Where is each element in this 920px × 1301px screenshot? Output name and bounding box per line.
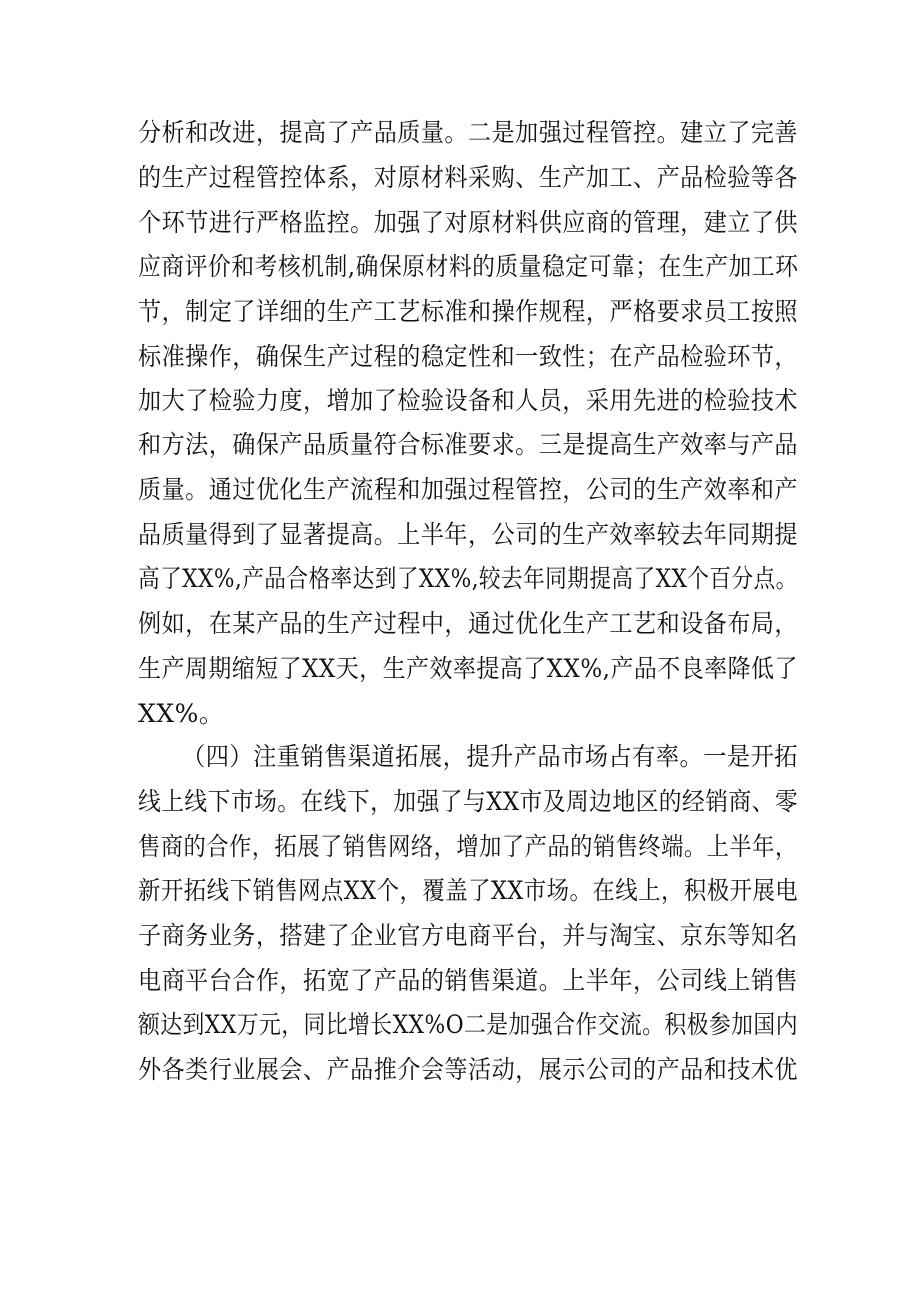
text-line: 标准操作，确保生产过程的稳定性和一致性；在产品检验环节， xyxy=(138,342,799,371)
text-line: 售商的合作，拓展了销售网络，增加了产品的销售终端。上半年， xyxy=(138,832,798,861)
text-line: 节，制定了详细的生产工艺标准和操作规程，严格要求员工按照 xyxy=(138,297,799,326)
text-line: 新开拓线下销售网点XX个，覆盖了XX市场。在线上，积极开展电 xyxy=(138,876,799,905)
text-line: 加大了检验力度，增加了检验设备和人员，采用先进的检验技术 xyxy=(138,386,799,415)
text-line: 应商评价和考核机制,确保原材料的质量稳定可靠；在生产加工环 xyxy=(138,252,799,281)
text-line: 质量。通过优化生产流程和加强过程管控，公司的生产效率和产 xyxy=(138,475,799,504)
text-line: 和方法，确保产品质量符合标准要求。三是提高生产效率与产品 xyxy=(138,430,799,459)
text-line: 线上线下市场。在线下，加强了与XX市及周边地区的经销商、零 xyxy=(138,787,799,816)
text-line: 生产周期缩短了XX天，生产效率提高了XX%,产品不良率降低了 xyxy=(138,654,798,683)
text-line: 子商务业务，搭建了企业官方电商平台，并与淘宝、京东等知名 xyxy=(138,921,799,950)
text-line: 外各类行业展会、产品推介会等活动，展示公司的产品和技术优 xyxy=(138,1055,799,1084)
text-line: 高了XX%,产品合格率达到了XX%,较去年同期提高了XX个百分点。 xyxy=(138,564,798,593)
text-line: 例如，在某产品的生产过程中，通过优化生产工艺和设备布局， xyxy=(138,609,799,638)
text-line: 品质量得到了显著提高。上半年，公司的生产效率较去年同期提 xyxy=(138,520,799,549)
text-line: 分析和改进，提高了产品质量。二是加强过程管控。建立了完善 xyxy=(138,118,799,147)
text-line: 个环节进行严格监控。加强了对原材料供应商的管理，建立了供 xyxy=(138,208,799,237)
text-line: 电商平台合作，拓宽了产品的销售渠道。上半年，公司线上销售 xyxy=(138,966,799,995)
text-line: XX%。 xyxy=(138,699,225,728)
text-line-indented: （四）注重销售渠道拓展，提升产品市场占有率。一是开拓 xyxy=(182,742,799,771)
text-line: 额达到XX万元，同比增长XX%O二是加强合作交流。积极参加国内 xyxy=(138,1010,798,1039)
text-line: 的生产过程管控体系，对原材料采购、生产加工、产品检验等各 xyxy=(138,163,799,192)
